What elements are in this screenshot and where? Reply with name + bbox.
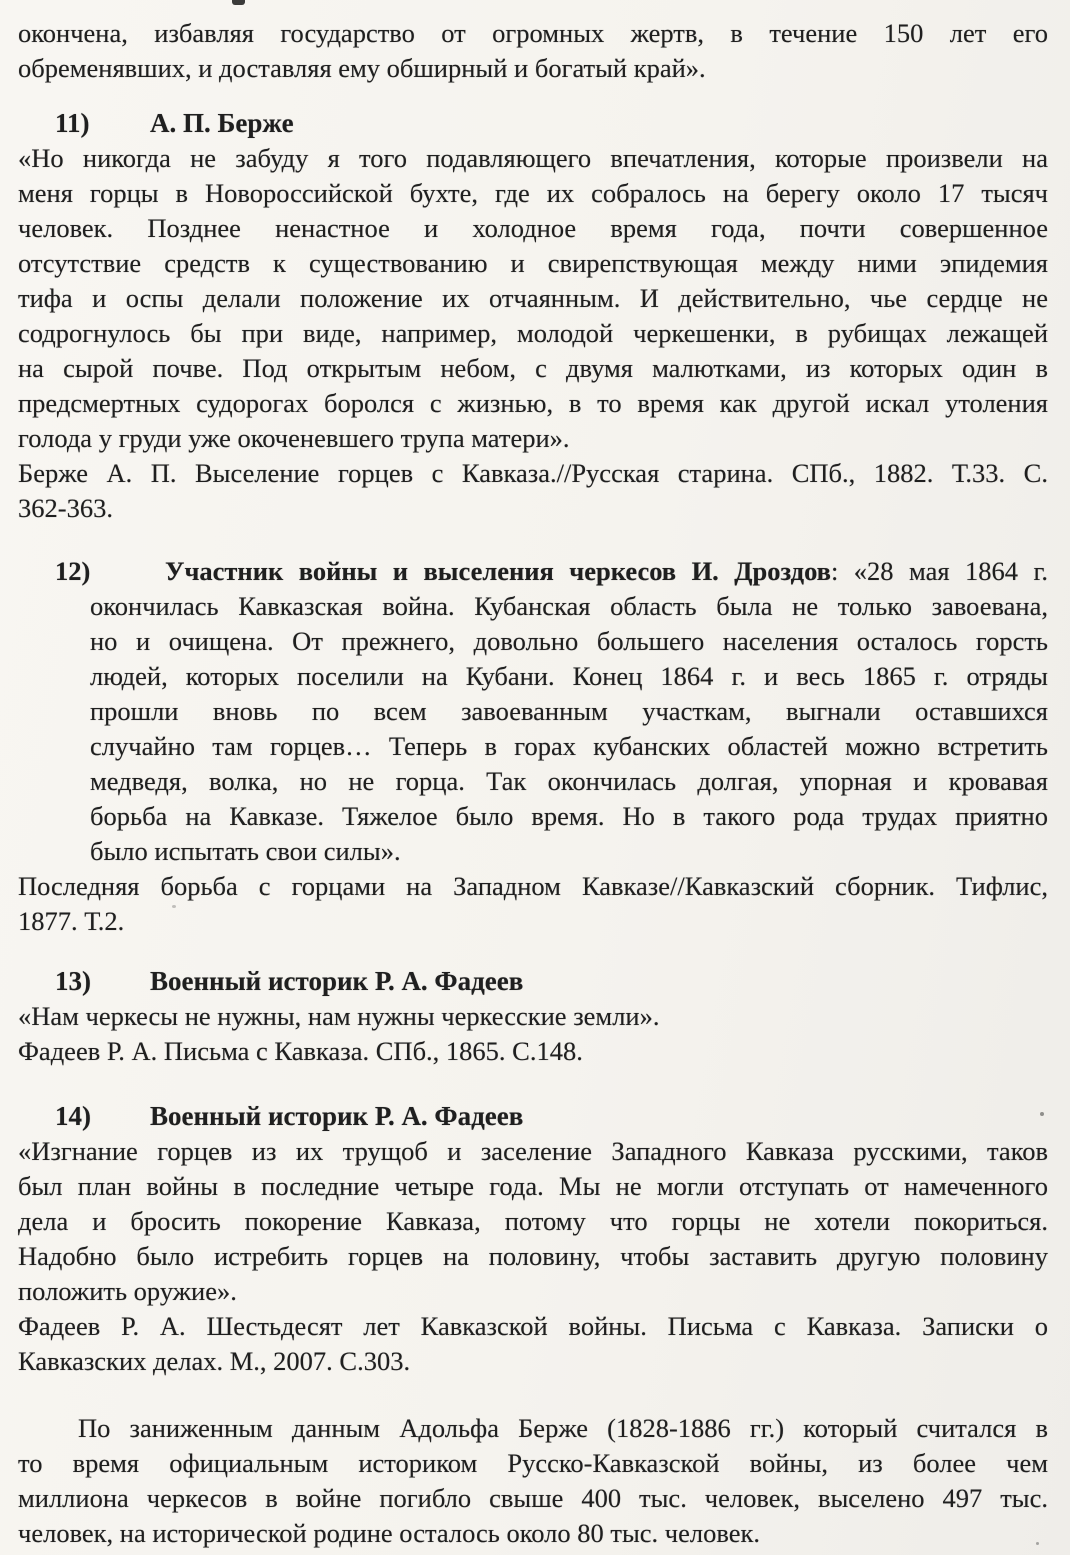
heading-11 xyxy=(18,106,1048,141)
berzhe-quote-line-4: отсутствие средств к существованию и свирепствующая между ними эпидемия xyxy=(18,248,1048,278)
heading-13-title: Военный историк Р. А. Фадеев xyxy=(150,966,524,996)
berzhe-citation-line-1: Берже А. П. Выселение горцев с Кавказа.//Русская старина. СПб., 1882. Т.33. С. xyxy=(18,458,1048,488)
berzhe-quote-line-6: содрогнулось бы при виде, например, молодой черкешенки, в рубищах лежащей xyxy=(18,318,1048,348)
heading-13-number: 13) xyxy=(55,966,91,996)
final-paragraph-line-4: человек, на исторической родине осталось около 80 тыс. человек. xyxy=(18,1518,760,1548)
berzhe-quote-line-2: меня горцы в Новороссийской бухте, где их собралось на берегу около 17 тысяч xyxy=(18,178,1048,208)
heading-13 xyxy=(18,964,1048,999)
berzhe-quote-line-3: человек. Позднее ненастное и холодное время года, почти совершенное xyxy=(18,213,1048,243)
heading-14 xyxy=(18,1099,1048,1134)
prev-quote-line-1: окончена, избавляя государство от огромных жертв, в течение 150 лет его xyxy=(18,18,1048,48)
heading-11-number: 11) xyxy=(55,108,90,138)
section-12-number: 12) xyxy=(55,556,91,586)
section-12-intro-rest: : «28 мая 1864 г. xyxy=(830,556,1048,586)
fadeev-quote-14-line-3: дела и бросить покорение Кавказа, потому что горцы не хотели покориться. xyxy=(18,1206,1048,1236)
prev-quote-line-2: обременявших, и доставляя ему обширный и богатый край». xyxy=(18,53,706,83)
berzhe-citation-line-2: 362-363. xyxy=(18,493,113,523)
heading-14-title: Военный историк Р. А. Фадеев xyxy=(150,1101,524,1131)
drozdov-citation-line-2: 1877. Т.2. xyxy=(18,906,125,936)
drozdov-citation-line-1: Последняя борьба с горцами на Западном Кавказе//Кавказский сборник. Тифлис, xyxy=(18,871,1048,901)
final-paragraph-line-2: то время официальным историком Русско-Кавказской войны, из более чем xyxy=(18,1448,1048,1478)
heading-14-number: 14) xyxy=(55,1101,91,1131)
fadeev-quote-14-line-1: «Изгнание горцев из их трущоб и заселение Западного Кавказа русскими, таков xyxy=(18,1136,1048,1166)
drozdov-quote-line-6: медведя, волка, но не горца. Так окончилась долгая, упорная и кровавая xyxy=(90,766,1048,796)
drozdov-quote-line-1: окончилась Кавказская война. Кубанская область была не только завоевана, xyxy=(90,591,1048,621)
drozdov-quote-line-5: случайно там горцев… Теперь в горах кубанских областей можно встретить xyxy=(90,731,1048,761)
fadeev-citation-14-line-1: Фадеев Р. А. Шестьдесят лет Кавказской войны. Письма с Кавказа. Записки о xyxy=(18,1311,1048,1341)
fadeev-quote-14-line-5: положить оружие». xyxy=(18,1276,237,1306)
drozdov-quote-line-7: борьба на Кавказе. Тяжелое было время. Но в такого рода трудах приятно xyxy=(90,801,1048,831)
scan-artifact-dot xyxy=(1040,1112,1044,1116)
berzhe-quote-line-9: голода у груди уже окоченевшего трупа матери». xyxy=(18,423,570,453)
scan-artifact-dot xyxy=(1036,1542,1039,1545)
drozdov-quote-line-2: но и очищена. От прежнего, довольно большего населения осталось горсть xyxy=(90,626,1048,656)
heading-11-title: А. П. Берже xyxy=(150,108,294,138)
fadeev-quote-14-line-4: Надобно было истребить горцев на половину, чтобы заставить другую половину xyxy=(18,1241,1048,1271)
fadeev-quote-13: «Нам черкесы не нужны, нам нужны черкесские земли». xyxy=(18,1001,660,1031)
final-paragraph-line-1: По заниженным данным Адольфа Берже (1828-1886 гг.) который считался в xyxy=(78,1413,1048,1443)
section-12-intro-line xyxy=(55,554,1048,589)
final-paragraph-line-3: миллиона черкесов в войне погибло свыше 400 тыс. человек, выселено 497 тыс. xyxy=(18,1483,1048,1513)
scan-artifact-dot xyxy=(172,905,176,908)
scan-artifact-top xyxy=(232,0,245,5)
section-12 xyxy=(55,554,1048,869)
berzhe-quote-line-1: «Но никогда не забуду я того подавляющего впечатления, которые произвели на xyxy=(18,143,1048,173)
fadeev-quote-14-line-2: был план войны в последние четыре года. Мы не могли отступать от намеченного xyxy=(18,1171,1048,1201)
drozdov-quote-line-8: было испытать свои силы». xyxy=(90,836,401,866)
fadeev-citation-14-line-2: Кавказских делах. М., 2007. С.303. xyxy=(18,1346,411,1376)
drozdov-quote-line-3: людей, которых поселили на Кубани. Конец 1864 г. и весь 1865 г. отряды xyxy=(90,661,1048,691)
berzhe-quote-line-5: тифа и оспы делали положение их отчаянным. И действительно, чье сердце не xyxy=(18,283,1048,313)
berzhe-quote-line-8: предсмертных судорогах боролся с жизнью, в то время как другой искал утоления xyxy=(18,388,1048,418)
berzhe-quote-line-7: на сырой почве. Под открытым небом, с двумя малютками, из которых один в xyxy=(18,353,1048,383)
section-12-title: Участник войны и выселения черкесов И. Дроздов xyxy=(165,556,831,586)
fadeev-citation-13: Фадеев Р. А. Письма с Кавказа. СПб., 1865. С.148. xyxy=(18,1036,583,1066)
drozdov-quote-line-4: прошли вновь по всем завоеванным участкам, выгнали оставшихся xyxy=(90,696,1048,726)
